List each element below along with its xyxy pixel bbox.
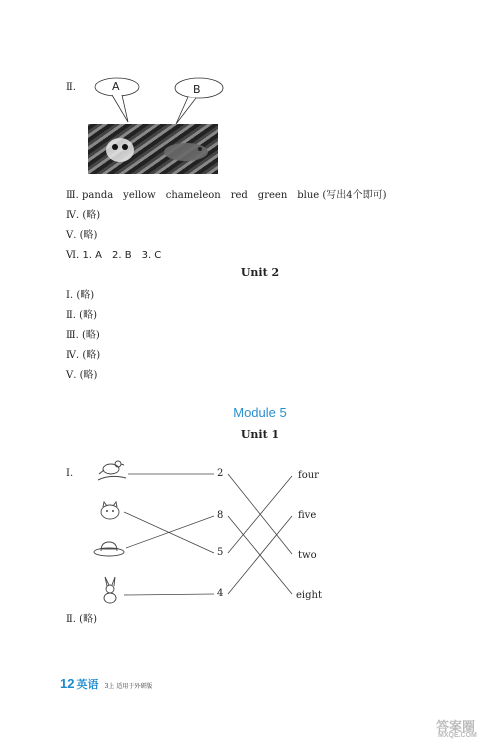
item-text: (略) [82, 330, 100, 341]
page-number: 12 [60, 676, 75, 691]
footer [60, 676, 152, 692]
item-label: Ⅱ. [66, 310, 76, 321]
unit2-title: Unit 2 [240, 266, 280, 279]
section-label-2: Ⅱ. [66, 82, 76, 93]
item-label: Ⅴ. [66, 370, 77, 381]
number-label: 5 [217, 547, 224, 558]
footer-grade: 3上 [104, 683, 115, 690]
number-label: 2 [217, 468, 224, 479]
item-text: (略) [76, 290, 95, 301]
module-title: Module 5 [233, 405, 287, 420]
word-label: four [298, 470, 319, 481]
watermark-sub: MXQE.COM [438, 732, 477, 739]
answer-label: Ⅲ. [66, 190, 79, 201]
watermark-main: 答案圈 [436, 719, 476, 734]
item-label: Ⅲ. [66, 330, 79, 341]
word-label: two [298, 550, 317, 561]
item-label: Ⅱ. [66, 614, 76, 625]
answer-label: Ⅳ. [66, 210, 80, 221]
module-unit-title: Unit 1 [240, 428, 280, 441]
answer-text: (略) [82, 210, 101, 221]
item-label: Ⅳ. [66, 350, 80, 361]
item-label: Ⅰ. [66, 290, 74, 301]
item-text: (略) [82, 350, 101, 361]
answer-text: 1. A 2. B 3. C [82, 250, 162, 261]
footer-edition: 适用于外研版 [116, 683, 153, 690]
matching-label: Ⅰ. [66, 468, 74, 479]
answer-label: Ⅴ. [66, 230, 77, 241]
number-label: 8 [217, 510, 224, 521]
item-text: (略) [79, 614, 97, 625]
bubble-a-label: A [112, 80, 120, 93]
item-text: (略) [79, 370, 98, 381]
item-text: (略) [79, 310, 97, 321]
footer-subject: 英语 [76, 679, 99, 691]
word-label: five [298, 510, 317, 521]
bubble-b-label: B [193, 83, 201, 96]
number-label: 4 [217, 588, 224, 599]
module5-item [66, 610, 97, 625]
answer-label: Ⅵ. [66, 250, 80, 261]
answer-text: (略) [79, 230, 98, 241]
word-label: eight [296, 590, 322, 601]
answer-text: panda yellow chameleon red green blue (写出4个即可) [82, 190, 387, 201]
